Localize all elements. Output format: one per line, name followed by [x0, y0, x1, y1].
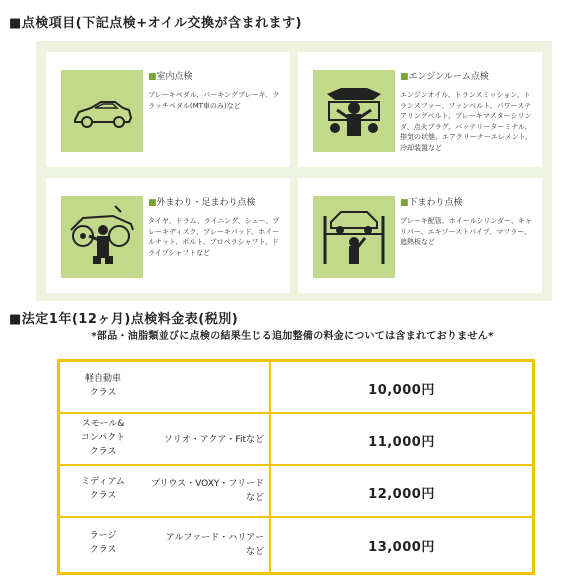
card-underbody-inspection: [298, 178, 542, 293]
class-models: アルファード・ハリアー など: [165, 533, 264, 557]
price-value: 10,000円: [368, 383, 435, 398]
card-description: ブレーキペダル、パーキングブレーキ、クラッチペダル(MT車のみ)など: [148, 91, 280, 110]
class-name: ミディアム クラス: [81, 477, 125, 501]
card-title: ■エンジンルーム点検: [400, 72, 489, 82]
card-description: タイヤ、ドラム、ライニング、シュー、ブレーキディスク、ブレーキパッド、ホイールナット、ボルト、プロペラシャフト、ドライブシャフトなど: [148, 217, 280, 257]
class-name: スモール& コンパクト クラス: [80, 419, 126, 457]
card-interior-inspection: [46, 52, 290, 167]
price-value: 12,000円: [368, 487, 435, 502]
price-row-small-compact: [60, 414, 532, 466]
section-title-inspection-items: ■点検項目(下記点検+オイル交換が含まれます): [9, 16, 302, 31]
price-row-large: [60, 518, 532, 572]
class-cell: [60, 362, 271, 412]
class-models: プリウス・VOXY・フリード など: [150, 479, 264, 503]
card-title: ■室内点検: [148, 72, 193, 82]
class-name: ラージ クラス: [89, 531, 117, 555]
price-row-kei: [60, 362, 532, 414]
section-title-price-table: ■法定1年(12ヶ月)点検料金表(税別): [9, 312, 239, 327]
class-cell: [60, 466, 271, 516]
car-icon: [61, 70, 143, 152]
mechanic-hood-icon: [313, 70, 395, 152]
class-name: 軽自動車 クラス: [84, 374, 121, 398]
wheel-mechanic-icon: [61, 196, 143, 278]
price-note: *部品・油脂類並びに点検の結果生じる追加整備の料金については含まれておりません*: [91, 331, 494, 342]
price-row-medium: [60, 466, 532, 518]
class-cell: [60, 518, 271, 572]
card-exterior-chassis-inspection: [46, 178, 290, 293]
price-table: [57, 359, 535, 575]
price-value: 11,000円: [368, 435, 435, 450]
card-engine-room-inspection: [298, 52, 542, 167]
class-models: ソリオ・アクア・Fitなど: [163, 435, 264, 445]
car-lift-icon: [313, 196, 395, 278]
card-title: ■外まわり・足まわり点検: [148, 198, 256, 208]
card-description: エンジンオイル、トランスミッション、トランスファー、ファンベルト、パワーステアリングベルト、ブレーキマスターシリンダ、点火プラグ、バッテリーターミナル、排気の状態、エアクリーナーエレメント、冷却装置など: [400, 91, 532, 152]
card-description: ブレーキ配管、ホイールシリンダー、キャリパー、エキゾーストパイプ、マフラー、遮熱板など: [400, 217, 532, 246]
card-title: ■下まわり点検: [400, 198, 463, 208]
price-value: 13,000円: [368, 540, 435, 555]
class-cell: [60, 414, 271, 464]
